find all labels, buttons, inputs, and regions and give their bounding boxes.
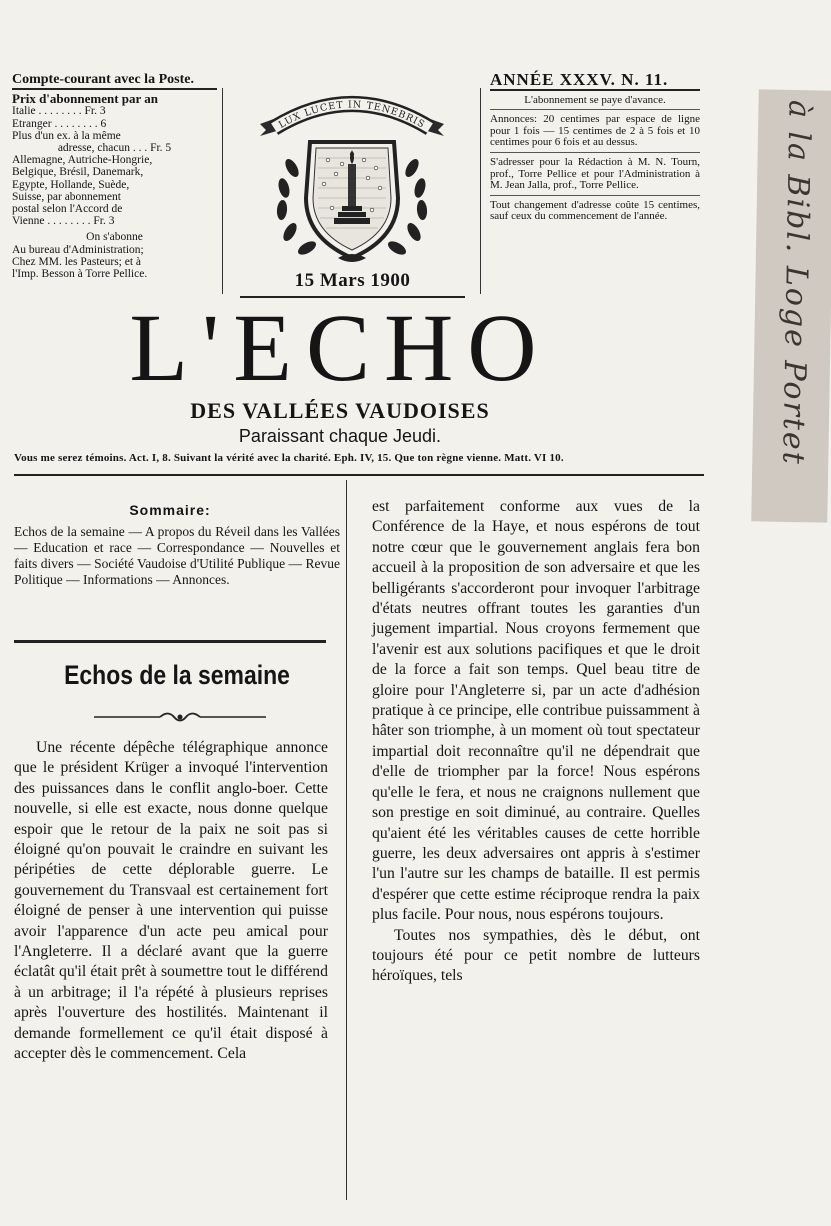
article-column-right [372, 497, 700, 987]
article-paragraph: est parfaitement conforme aux vues de la Conférence de la Haye, et nous espérons de tout notre cœur que le gouvernement anglais fera bon accueil à la proposition de son adversaire et que les belligérants s'accorderont pour invoquer l'arbitrage d'états neutres offrant toutes les garanties d'un jugement impartial. Nous croyons fermement que l'avenir est aux solutions pacifiques et que le droit de la force a fait son temps. Quel beau titre de gloire pour l'Angleterre si, par un acte d'adhésion pratique à ce principe, elle contribue puissamment à hâter son triomphe, à un moment où tout spectateur impartial doit reconnaître qu'il ne dépendrait que d'elle de triompher par la force! Nous espérons qu'elle le fera, et nous ne craignons nullement que son prestige en soit diminué, au contraire. Quelles qu'aient été les véritables causes de cette horrible guerre, les deux adversaires ont appris à s'estimer l'un l'autre sur les champs de bataille. Il est permis d'espérer que cette estime réciproque rendra la paix plus facile. Pour nous, nous espérons toujours. [372, 498, 700, 924]
rate-line: postal selon l'Accord de [12, 203, 123, 216]
rate-line: Etranger . . . . . . . . 6 [12, 117, 107, 130]
rate-line: Belgique, Brésil, Danemark, [12, 166, 144, 179]
notice-address-change: Tout changement d'adresse coûte 15 centimes, sauf ceux du commencement de l'année. [490, 198, 700, 223]
subscribe-line: On s'abonne [86, 231, 143, 244]
subscribe-line: Au bureau d'Administration; [12, 243, 144, 256]
rate-line: Allemagne, Autriche-Hongrie, [12, 154, 153, 167]
subscribe-line: Chez MM. les Pasteurs; et à [12, 255, 142, 268]
subscription-price-title: Prix d'abonnement par an [12, 91, 159, 107]
issue-date: 15 Mars 1900 [294, 270, 411, 291]
candlestick-seal-icon [252, 88, 452, 268]
section-title: Echos de la semaine [64, 660, 290, 690]
rate-line: Plus d'un ex. à la même [12, 129, 121, 142]
publication-frequency: Paraissant chaque Jeudi. [238, 426, 442, 446]
header-divider-left [222, 88, 223, 294]
article-column-left [14, 738, 328, 1065]
summary-title: Sommaire: [129, 502, 211, 518]
year-and-number: ANNÉE XXXV. N. 11. [490, 74, 700, 91]
subscription-info [12, 74, 217, 280]
summary-rule [14, 640, 326, 643]
scroll-ornament-icon [90, 710, 270, 724]
masthead-rule [14, 474, 704, 476]
article-paragraph: Une récente dépêche télégraphique annonce que le président Krüger a invoqué l'intervention des puissances dans le conflit anglo-boer. Cette nouvelle, si elle est exacte, nous donne quelque espoir que le retour de la paix ne soit pas si éloigné qu'on pouvait le craindre en suivant les péripéties de cette déplorable guerre. Le gouvernement du Transvaal est certainement fort éloigné de penser à une intervention qui puisse avoir l'apparence d'un acte peu amical pour l'Angleterre. Il a déclaré avant que la guerre éclatât qu'il était prêt à soumettre tout le différend à un arbitrage; il l'a répété à plusieurs reprises après l'ouverture des hostilités. Maintenant il demande formellement ce qu'il était disposé à accepter dès le commencement. Cela [14, 739, 328, 1063]
newspaper-title: L'ECHO [129, 294, 551, 401]
subscribe-line: l'Imp. Besson à Torre Pellice. [12, 268, 148, 281]
notice-contact: S'adresser pour la Rédaction à M. N. Tourn, prof., Torre Pellice et pour l'Administration à M. Jean Jalla, prof., Torre Pellice. [490, 157, 700, 196]
rate-line: adresse, chacun . . . Fr. 5 [57, 142, 172, 155]
rate-line: Italie . . . . . . . . Fr. 3 [12, 105, 106, 118]
ornament-divider [90, 710, 270, 724]
svg-text:LUX LUCET IN TENEBRIS [277, 99, 427, 130]
notice-prepay: L'abonnement se paye d'avance. [490, 95, 700, 111]
article-paragraph: Toutes nos sympathies, dès le début, ont toujours été pour ce petit nombre de lutteurs héroïques, tels [372, 926, 700, 985]
newspaper-subtitle: DES VALLÉES VAUDOISES [190, 398, 490, 423]
scripture-motto: Vous me serez témoins. Act. I, 8. Suivant la vérité avec la charité. Eph. IV, 15. Que ton règne vienne. Matt. VI 10. [14, 452, 564, 464]
postal-account-title: Compte-courant avec la Poste. [12, 74, 217, 90]
handwritten-margin-note: à la Bibl. Loge Portet [775, 99, 817, 466]
column-divider [346, 480, 347, 1200]
emblem [252, 88, 452, 268]
header-divider-right [480, 88, 481, 294]
publication-info [490, 70, 700, 230]
summary-contents: Echos de la semaine — A propos du Réveil dans les Vallées — Education et race — Correspondance — Nouvelles et faits divers — Société Vaudoise d'Utilité Publique — Revue Politique — Informations — Annonces. [14, 524, 340, 587]
rate-line: Egypte, Hollande, Suède, [12, 178, 130, 191]
rate-line: Suisse, par abonnement [12, 190, 121, 203]
rate-line: Vienne . . . . . . . . Fr. 3 [12, 215, 115, 228]
emblem-motto: LUX LUCET IN TENEBRIS [276, 99, 428, 131]
pasted-paper-strip [751, 89, 831, 522]
notice-advertising: Annonces: 20 centimes par espace de ligne pour 1 fois — 15 centimes de 2 à 5 fois et 10 centimes pour 6 fois et au dessus. [490, 114, 700, 153]
